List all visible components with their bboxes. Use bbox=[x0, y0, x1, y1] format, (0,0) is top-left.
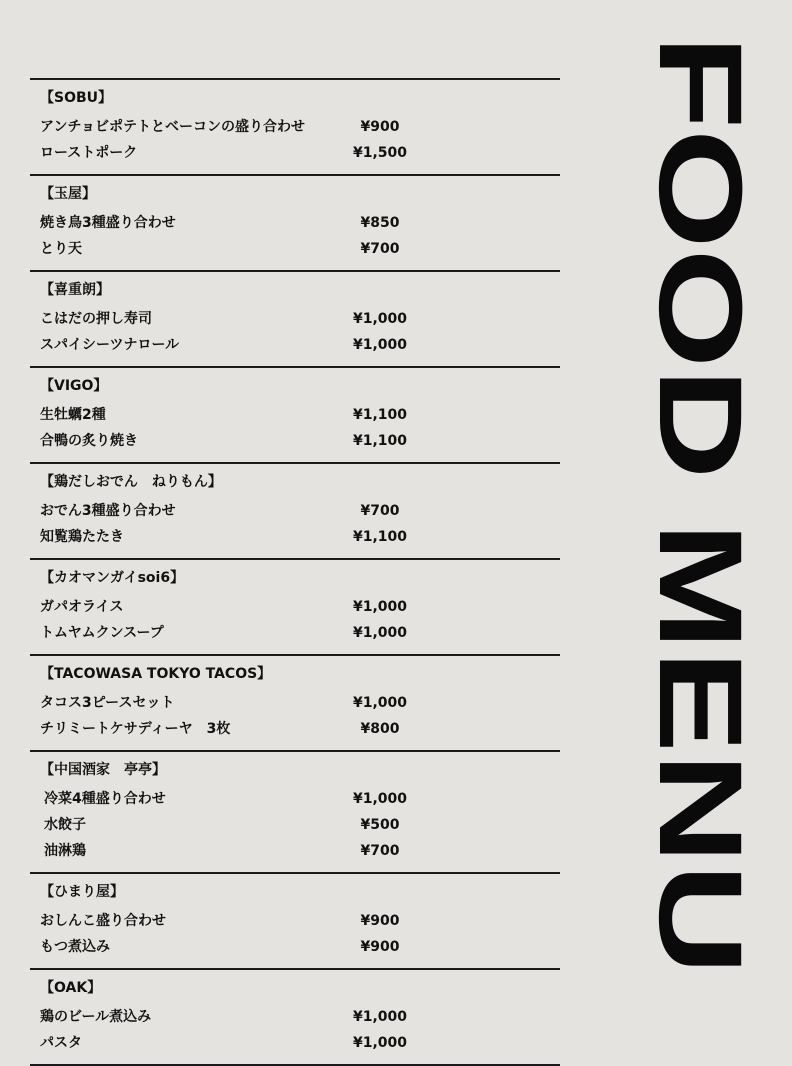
shop-name: 【VIGO】 bbox=[40, 378, 108, 394]
shop-name: 【カオマンガイsoi6】 bbox=[40, 570, 185, 586]
item-price: ¥1,000 bbox=[352, 599, 408, 615]
item-price: ¥1,000 bbox=[352, 791, 408, 807]
shop-name: 【喜重朗】 bbox=[40, 282, 110, 298]
menu-section-himariya bbox=[30, 872, 560, 968]
menu-item bbox=[30, 498, 560, 524]
menu-item bbox=[30, 908, 560, 934]
item-name: チリミートケサディーヤ 3枚 bbox=[40, 721, 231, 737]
item-price: ¥900 bbox=[360, 119, 400, 135]
item-price: ¥1,000 bbox=[352, 1009, 408, 1025]
item-name: トムヤムクンスープ bbox=[40, 625, 164, 641]
item-name: こはだの押し寿司 bbox=[40, 311, 152, 327]
item-price: ¥1,100 bbox=[352, 433, 408, 449]
menu-section-vigo bbox=[30, 366, 560, 462]
item-name: 合鴨の炙り焼き bbox=[40, 433, 138, 449]
item-price: ¥800 bbox=[360, 721, 400, 737]
item-name: ローストポーク bbox=[40, 145, 138, 161]
item-name: とり天 bbox=[40, 241, 82, 257]
item-name: 冷菜4種盛り合わせ bbox=[44, 791, 166, 807]
shop-name: 【SOBU】 bbox=[40, 90, 113, 106]
item-price: ¥1,100 bbox=[352, 529, 408, 545]
item-price: ¥900 bbox=[360, 939, 400, 955]
menu-item bbox=[30, 838, 560, 864]
menu-item bbox=[30, 210, 560, 236]
item-name: 油淋鶏 bbox=[44, 843, 86, 859]
menu-section-khaomangai bbox=[30, 558, 560, 654]
item-name: ガパオライス bbox=[40, 599, 124, 615]
shop-name: 【中国酒家 亭亭】 bbox=[40, 762, 166, 778]
shop-name: 【OAK】 bbox=[40, 980, 102, 996]
menu-section-tacowasa bbox=[30, 654, 560, 750]
item-price: ¥1,000 bbox=[352, 311, 408, 327]
item-name: アンチョビポテトとベーコンの盛り合わせ bbox=[40, 119, 306, 135]
item-name: おしんこ盛り合わせ bbox=[40, 913, 166, 929]
menu-item bbox=[30, 236, 560, 262]
shop-name: 【TACOWASA TOKYO TACOS】 bbox=[40, 666, 272, 682]
food-menu-title bbox=[634, 30, 766, 980]
menu-item bbox=[30, 620, 560, 646]
item-price: ¥1,000 bbox=[352, 1035, 408, 1051]
item-price: ¥1,000 bbox=[352, 695, 408, 711]
item-name: おでん3種盛り合わせ bbox=[40, 503, 176, 519]
menu-section-nerimon bbox=[30, 462, 560, 558]
menu-item bbox=[30, 594, 560, 620]
item-price: ¥700 bbox=[360, 503, 400, 519]
menu-item bbox=[30, 786, 560, 812]
item-price: ¥1,100 bbox=[352, 407, 408, 423]
menu-item bbox=[30, 716, 560, 742]
item-name: 知覧鶏たたき bbox=[40, 529, 124, 545]
item-name: 生牡蠣2種 bbox=[40, 407, 106, 423]
menu-item bbox=[30, 114, 560, 140]
menu-section-teitei bbox=[30, 750, 560, 872]
menu-item bbox=[30, 1030, 560, 1056]
menu-item bbox=[30, 332, 560, 358]
menu-section-tamaya bbox=[30, 174, 560, 270]
vertical-title-graphic bbox=[634, 30, 766, 980]
item-price: ¥1,000 bbox=[352, 337, 408, 353]
item-price: ¥500 bbox=[360, 817, 400, 833]
item-name: 水餃子 bbox=[44, 817, 86, 833]
menu-list bbox=[30, 78, 560, 1066]
menu-item bbox=[30, 812, 560, 838]
menu-item bbox=[30, 428, 560, 454]
item-name: スパイシーツナロール bbox=[40, 337, 180, 353]
item-name: パスタ bbox=[40, 1035, 82, 1051]
menu-section-oak bbox=[30, 968, 560, 1066]
shop-name: 【玉屋】 bbox=[40, 186, 96, 202]
menu-section-sobu bbox=[30, 78, 560, 174]
menu-item bbox=[30, 524, 560, 550]
menu-item bbox=[30, 934, 560, 960]
page-title: FOOD MENU bbox=[634, 35, 766, 757]
menu-section-kijuro bbox=[30, 270, 560, 366]
item-price: ¥1,500 bbox=[352, 145, 408, 161]
menu-item bbox=[30, 1004, 560, 1030]
item-price: ¥700 bbox=[360, 241, 400, 257]
item-price: ¥1,000 bbox=[352, 625, 408, 641]
item-price: ¥700 bbox=[360, 843, 400, 859]
menu-item bbox=[30, 690, 560, 716]
shop-name: 【ひまり屋】 bbox=[40, 884, 124, 900]
menu-item bbox=[30, 306, 560, 332]
item-name: 鶏のビール煮込み bbox=[40, 1009, 152, 1025]
shop-name: 【鶏だしおでん ねりもん】 bbox=[40, 474, 222, 490]
item-name: 焼き鳥3種盛り合わせ bbox=[40, 215, 176, 231]
item-name: もつ煮込み bbox=[40, 939, 110, 955]
item-price: ¥900 bbox=[360, 913, 400, 929]
menu-item bbox=[30, 140, 560, 166]
item-name: タコス3ピースセット bbox=[40, 695, 175, 711]
menu-item bbox=[30, 402, 560, 428]
item-price: ¥850 bbox=[360, 215, 400, 231]
